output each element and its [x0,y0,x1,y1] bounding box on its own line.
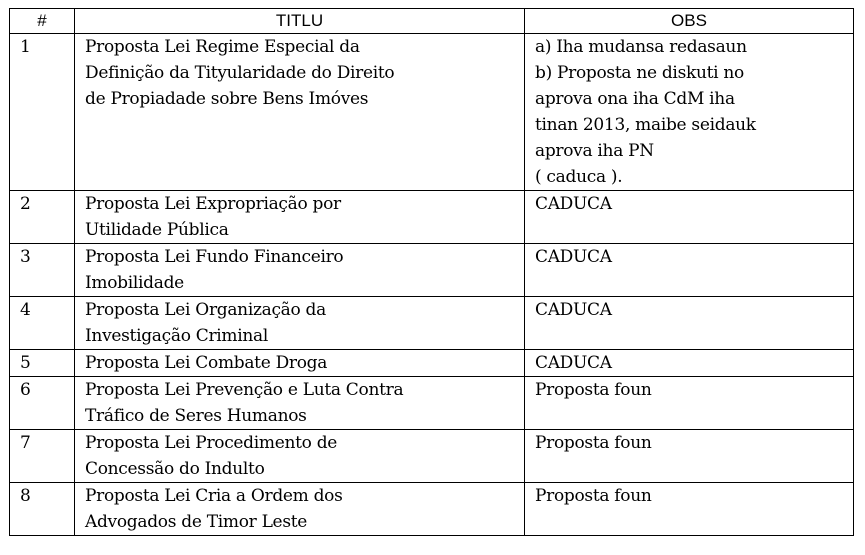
title-line: Imobilidade [85,273,184,293]
row-title [75,297,525,350]
obs-line: aprova iha PN [535,141,654,161]
title-line: Proposta Lei Cria a Ordem dos [85,486,343,506]
title-line: Proposta Lei Expropriação por [85,194,341,214]
obs-line: Proposta foun [535,433,652,453]
row-title [75,350,525,377]
row-title [75,191,525,244]
title-line: Utilidade Pública [85,220,229,240]
obs-line: tinan 2013, maibe seidauk [535,115,756,135]
legislation-table [9,8,854,536]
row-number: 4 [10,297,75,350]
row-number: 2 [10,191,75,244]
row-obs [525,430,854,483]
obs-line: ( caduca ). [535,167,623,187]
title-line: Proposta Lei Procedimento de [85,433,338,453]
row-obs [525,34,854,191]
row-number: 6 [10,377,75,430]
obs-line: Proposta foun [535,486,652,506]
row-obs [525,483,854,536]
row-title [75,430,525,483]
obs-line: CADUCA [535,247,612,267]
table-row [10,430,854,483]
table-row [10,191,854,244]
row-number: 3 [10,244,75,297]
obs-line: b) Proposta ne diskuti no [535,63,744,83]
header-obs: OBS [525,9,854,34]
table-row [10,244,854,297]
row-number: 7 [10,430,75,483]
row-number: 5 [10,350,75,377]
row-obs [525,297,854,350]
row-number: 8 [10,483,75,536]
table-row [10,483,854,536]
table-row [10,377,854,430]
row-obs [525,191,854,244]
obs-line: aprova ona iha CdM iha [535,89,735,109]
title-line: Investigação Criminal [85,326,268,346]
title-line: Concessão do Indulto [85,459,265,479]
header-row [10,9,854,34]
title-line: Tráfico de Seres Humanos [85,406,307,426]
row-obs [525,350,854,377]
obs-line: Proposta foun [535,380,652,400]
table-row [10,350,854,377]
title-line: Proposta Lei Prevenção e Luta Contra [85,380,404,400]
obs-line: a) Iha mudansa redasaun [535,37,747,57]
row-number: 1 [10,34,75,191]
row-title [75,483,525,536]
obs-line: CADUCA [535,194,612,214]
title-line: Proposta Lei Fundo Financeiro [85,247,344,267]
title-line: Definição da Tityularidade do Direito [85,63,395,83]
row-obs [525,244,854,297]
title-line: Proposta Lei Combate Droga [85,353,328,373]
row-obs [525,377,854,430]
obs-line: CADUCA [535,353,612,373]
table-row [10,297,854,350]
table-row [10,34,854,191]
title-line: Advogados de Timor Leste [85,512,308,532]
row-title [75,244,525,297]
title-line: de Propiadade sobre Bens Imóves [85,89,369,109]
row-title [75,34,525,191]
obs-line: CADUCA [535,300,612,320]
title-line: Proposta Lei Organização da [85,300,326,320]
title-line: Proposta Lei Regime Especial da [85,37,360,57]
header-num: # [10,9,75,34]
header-title: TITLU [75,9,525,34]
row-title [75,377,525,430]
